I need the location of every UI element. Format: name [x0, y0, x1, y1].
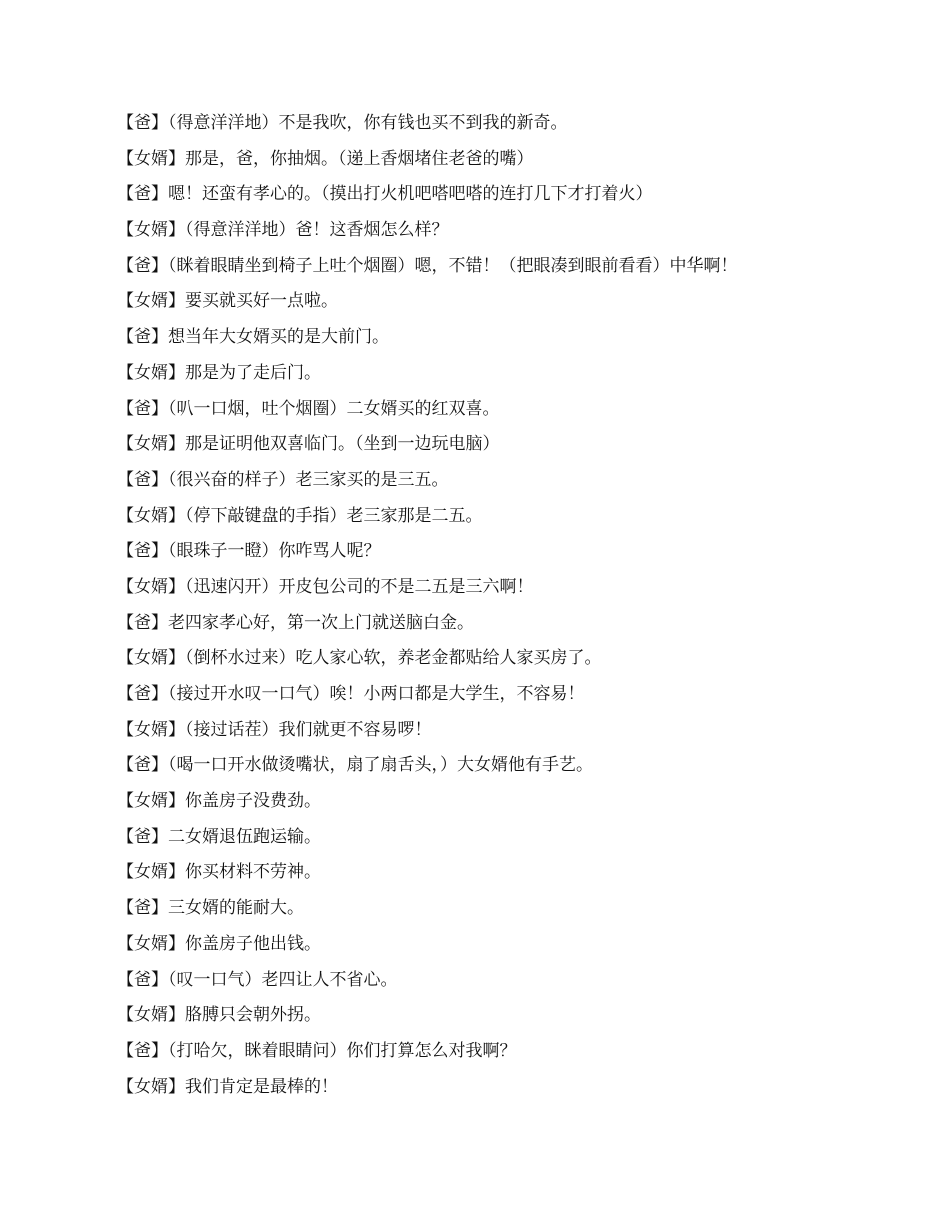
dialogue-line: 【爸】嗯！还蛮有孝心的。（摸出打火机吧嗒吧嗒的连打几下才打着火）	[117, 184, 653, 205]
dialogue-line: 【女婿】你买材料不劳神。	[117, 862, 321, 883]
dialogue-line: 【女婿】你盖房子他出钱。	[117, 933, 321, 954]
dialogue-line: 【女婿】那是证明他双喜临门。（坐到一边玩电脑）	[117, 434, 500, 455]
dialogue-line: 【女婿】胳膊只会朝外拐。	[117, 1005, 321, 1026]
dialogue-line: 【爸】（叹一口气）老四让人不省心。	[117, 969, 398, 990]
dialogue-line: 【女婿】我们肯定是最棒的！	[117, 1076, 338, 1097]
script-dialogue	[117, 109, 917, 1108]
dialogue-line: 【爸】（眼珠子一瞪）你咋骂人呢？	[117, 541, 381, 562]
dialogue-line: 【女婿】那是为了走后门。	[117, 362, 321, 383]
dialogue-line: 【女婿】（停下敲键盘的手指）老三家那是二五。	[117, 505, 483, 526]
dialogue-line: 【女婿】你盖房子没费劲。	[117, 791, 321, 812]
dialogue-line: 【爸】（得意洋洋地）不是我吹，你有钱也买不到我的新奇。	[117, 113, 568, 133]
dialogue-line: 【女婿】（迅速闪开）开皮包公司的不是二五是三六啊！	[117, 576, 534, 597]
dialogue-line: 【爸】（接过开水叹一口气）唉！小两口都是大学生，不容易！	[117, 684, 585, 704]
dialogue-line: 【女婿】（倒杯水过来）吃人家心软，养老金都贴给人家买房了。	[117, 648, 602, 669]
dialogue-line: 【女婿】（接过话茬）我们就更不容易啰！	[117, 719, 432, 740]
dialogue-line: 【爸】（叭一口烟，吐个烟圈）二女婿买的红双喜。	[117, 398, 500, 419]
dialogue-line: 【爸】三女婿的能耐大。	[117, 898, 304, 919]
dialogue-line: 【爸】想当年大女婿买的是大前门。	[117, 327, 389, 348]
dialogue-line: 【爸】（打哈欠，眯着眼睛问）你们打算怎么对我啊？	[117, 1040, 517, 1061]
dialogue-line: 【爸】（眯着眼睛坐到椅子上吐个烟圈）嗯，不错！（把眼凑到眼前看看）中华啊！	[117, 255, 738, 276]
dialogue-line: 【爸】二女婿退伍跑运输。	[117, 826, 321, 847]
dialogue-line: 【爸】（喝一口开水做烫嘴状，扇了扇舌头，）大女婿他有手艺。	[117, 755, 593, 776]
dialogue-line: 【女婿】那是，爸，你抽烟。（递上香烟堵住老爸的嘴）	[117, 148, 534, 169]
dialogue-line: 【女婿】要买就买好一点啦。	[117, 291, 338, 312]
dialogue-line: 【爸】（很兴奋的样子）老三家买的是三五。	[117, 469, 449, 490]
dialogue-line: 【爸】老四家孝心好，第一次上门就送脑白金。	[117, 612, 474, 633]
dialogue-line: 【女婿】（得意洋洋地）爸！这香烟怎么样？	[117, 220, 449, 241]
